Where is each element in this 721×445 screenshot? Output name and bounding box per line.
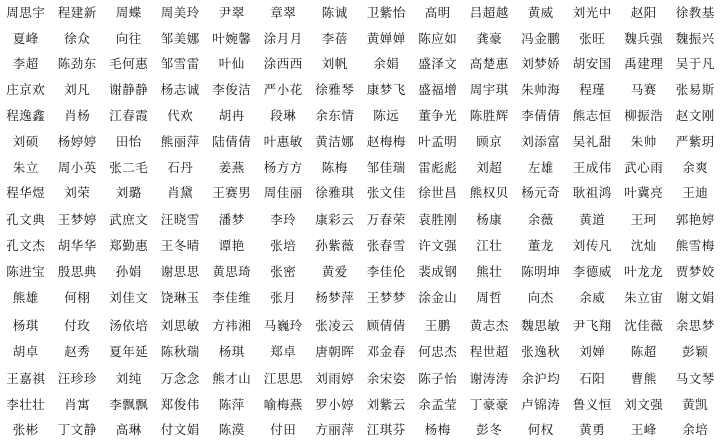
- name-cell: 盛福增: [418, 82, 458, 97]
- name-cell: 陈超: [630, 344, 657, 359]
- roster-row: [0, 260, 721, 284]
- roster-row: [0, 367, 721, 391]
- name-cell: 余沪均: [521, 371, 561, 386]
- name-cell: 江壮: [476, 238, 503, 253]
- name-cell: 李飘飘: [109, 397, 149, 412]
- name-cell: 谢涛涛: [469, 371, 509, 386]
- name-cell: 李玲: [270, 212, 297, 227]
- name-cell: 吴于凡: [675, 56, 715, 71]
- roster-row: [0, 340, 721, 364]
- name-cell: 刘光中: [572, 5, 612, 20]
- name-cell: 陈诚: [321, 5, 348, 20]
- name-cell: 熊权贝: [469, 185, 509, 200]
- name-cell: 汪晓雪: [160, 212, 200, 227]
- name-cell: 肖杨: [64, 108, 91, 123]
- name-cell: 吕超越: [469, 5, 509, 20]
- name-cell: 龚豪: [476, 31, 503, 46]
- name-cell: 董龙: [527, 238, 554, 253]
- name-cell: 徐世昌: [418, 185, 458, 200]
- roster-row: [0, 1, 721, 25]
- name-cell: 康彩云: [315, 212, 355, 227]
- name-cell: 雷彪彪: [418, 160, 458, 175]
- name-cell: 谢思思: [160, 264, 200, 279]
- name-cell: 余宋姿: [366, 371, 406, 386]
- name-cell: 赵文刚: [675, 108, 715, 123]
- name-cell: 张春雪: [366, 238, 406, 253]
- name-cell: 彭颖: [682, 344, 709, 359]
- name-cell: 杨婷婷: [57, 134, 97, 149]
- roster-row: [0, 314, 721, 338]
- name-cell: 刘紫云: [366, 397, 406, 412]
- name-cell: 张密: [270, 264, 297, 279]
- name-cell: 徐雅琪: [315, 185, 355, 200]
- name-cell: 万春荣: [366, 212, 406, 227]
- name-cell: 潘梦: [218, 212, 245, 227]
- name-cell: 何权: [527, 422, 554, 437]
- name-cell: 陈进宝: [6, 264, 46, 279]
- name-cell: 卫紫怡: [366, 5, 406, 20]
- name-cell: 李德威: [572, 264, 612, 279]
- name-cell: 程世超: [469, 344, 509, 359]
- name-cell: 陈劲东: [57, 56, 97, 71]
- name-cell: 黄勇: [579, 422, 606, 437]
- name-cell: 余威: [579, 290, 606, 305]
- name-cell: 毛何惠: [109, 56, 149, 71]
- name-cell: 程建新: [57, 5, 97, 20]
- name-cell: 胡安国: [572, 56, 612, 71]
- name-cell: 江琪芬: [366, 422, 406, 437]
- name-cell: 黄思琦: [212, 264, 252, 279]
- name-cell: 胡卓: [12, 344, 39, 359]
- roster-row: [0, 393, 721, 417]
- name-cell: 魏振兴: [675, 31, 715, 46]
- name-cell: 段琳: [270, 108, 297, 123]
- name-cell: 王梦梦: [366, 290, 406, 305]
- name-cell: 左雄: [527, 160, 554, 175]
- name-cell: 张逸秋: [521, 344, 561, 359]
- name-cell: 杨康: [476, 212, 503, 227]
- name-cell: 李蓓: [321, 31, 348, 46]
- name-cell: 余爽: [682, 160, 709, 175]
- name-cell: 熊志恒: [572, 108, 612, 123]
- name-cell: 余娟: [373, 56, 400, 71]
- name-cell: 陈胜辉: [469, 108, 509, 123]
- name-cell: 何忠杰: [418, 344, 458, 359]
- name-cell: 丁文静: [57, 422, 97, 437]
- name-cell: 唐朝晖: [315, 344, 355, 359]
- name-cell: 杨梅: [424, 422, 451, 437]
- name-cell: 程逸鑫: [6, 108, 46, 123]
- name-cell: 叶孟明: [418, 134, 458, 149]
- name-cell: 邹雪雷: [160, 56, 200, 71]
- name-cell: 叶冀亮: [624, 185, 664, 200]
- name-cell: 吴礼甜: [572, 134, 612, 149]
- roster-row: [0, 52, 721, 76]
- name-cell: 黄凯: [682, 397, 709, 412]
- name-cell: 王冬晴: [160, 238, 200, 253]
- name-cell: 顾倩倩: [366, 318, 406, 333]
- name-cell: 沈佳薇: [624, 318, 664, 333]
- name-cell: 万念念: [160, 371, 200, 386]
- name-cell: 王赛男: [212, 185, 252, 200]
- name-cell: 熊才山: [212, 371, 252, 386]
- name-cell: 刘帆: [321, 56, 348, 71]
- name-cell: 丁豪豪: [469, 397, 509, 412]
- name-cell: 刘文强: [624, 397, 664, 412]
- name-cell: 盛泽文: [418, 56, 458, 71]
- name-cell: 严紫玥: [675, 134, 715, 149]
- name-cell: 徐众: [64, 31, 91, 46]
- name-cell: 刘硕: [12, 134, 39, 149]
- name-cell: 马巍玲: [263, 318, 303, 333]
- roster-row: [0, 181, 721, 205]
- name-cell: 刘思敏: [160, 318, 200, 333]
- name-cell: 叶龙龙: [624, 264, 664, 279]
- name-cell: 肖黛: [167, 185, 194, 200]
- name-cell: 涂月月: [263, 31, 303, 46]
- name-cell: 徐雅琴: [315, 82, 355, 97]
- name-cell: 高琳: [115, 422, 142, 437]
- name-cell: 魏兵强: [624, 31, 664, 46]
- name-cell: 张凌云: [315, 318, 355, 333]
- name-cell: 尹翠: [218, 5, 245, 20]
- name-cell: 刘梦娇: [521, 56, 561, 71]
- name-cell: 涂金山: [418, 290, 458, 305]
- name-cell: 胡冉: [218, 108, 245, 123]
- name-cell: 饶琳玉: [160, 290, 200, 305]
- name-cell: 周小英: [57, 160, 97, 175]
- name-cell: 陈秋瑞: [160, 344, 200, 359]
- name-cell: 马文琴: [675, 371, 715, 386]
- roster-row: [0, 208, 721, 232]
- name-cell: 熊雪梅: [675, 238, 715, 253]
- name-cell: 朱立: [12, 160, 39, 175]
- name-cell: 邹美娜: [160, 31, 200, 46]
- name-cell: 黄洁娜: [315, 134, 355, 149]
- name-cell: 杨琪: [218, 344, 245, 359]
- name-cell: 鲁义恒: [572, 397, 612, 412]
- name-cell: 王迪: [682, 185, 709, 200]
- roster-row: [0, 418, 721, 442]
- name-cell: 彭冬: [476, 422, 503, 437]
- name-cell: 方祎湘: [212, 318, 252, 333]
- name-cell: 袁胜刚: [418, 212, 458, 227]
- name-cell: 李佳维: [212, 290, 252, 305]
- name-cell: 熊雄: [12, 290, 39, 305]
- name-cell: 郑勤惠: [109, 238, 149, 253]
- name-cell: 叶婉馨: [212, 31, 252, 46]
- name-cell: 高楚惠: [469, 56, 509, 71]
- name-cell: 黄志杰: [469, 318, 509, 333]
- name-cell: 石丹: [167, 160, 194, 175]
- name-cell: 喻梅燕: [263, 397, 303, 412]
- name-cell: 江春霞: [109, 108, 149, 123]
- name-cell: 陆倩倩: [212, 134, 252, 149]
- name-cell: 陈漠: [218, 422, 245, 437]
- name-cell: 杨方方: [263, 160, 303, 175]
- name-cell: 熊壮: [476, 264, 503, 279]
- name-cell: 刘璐: [115, 185, 142, 200]
- name-cell: 朱帅海: [521, 82, 561, 97]
- name-cell: 王珂: [630, 212, 657, 227]
- name-cell: 周蝶: [115, 5, 142, 20]
- roster-row: [0, 234, 721, 258]
- name-cell: 黄威: [527, 5, 554, 20]
- name-cell: 朱立宙: [624, 290, 664, 305]
- roster-row: [0, 104, 721, 128]
- name-cell: 黄爱: [321, 264, 348, 279]
- name-cell: 赵秀: [64, 344, 91, 359]
- name-cell: 孙娟: [115, 264, 142, 279]
- name-cell: 马赛: [630, 82, 657, 97]
- name-cell: 罗小婷: [315, 397, 355, 412]
- name-cell: 郑卓: [270, 344, 297, 359]
- name-cell: 代欢: [167, 108, 194, 123]
- name-cell: 徐教基: [675, 5, 715, 20]
- roster-row: [0, 286, 721, 310]
- name-cell: 方丽萍: [315, 422, 355, 437]
- name-cell: 孔文典: [6, 212, 46, 227]
- name-cell: 余孟莹: [418, 397, 458, 412]
- name-cell: 顾京: [476, 134, 503, 149]
- name-cell: 尹飞翔: [572, 318, 612, 333]
- name-cell: 李俊洁: [212, 82, 252, 97]
- name-cell: 武心雨: [624, 160, 664, 175]
- name-cell: 肖寓: [64, 397, 91, 412]
- name-cell: 田怡: [115, 134, 142, 149]
- name-cell: 陈远: [373, 108, 400, 123]
- name-cell: 石阳: [579, 371, 606, 386]
- name-cell: 周美玲: [160, 5, 200, 20]
- name-cell: 孔文杰: [6, 238, 46, 253]
- name-cell: 汤依培: [109, 318, 149, 333]
- name-cell: 刘超: [476, 160, 503, 175]
- name-cell: 王梦婷: [57, 212, 97, 227]
- name-cell: 付田: [270, 422, 297, 437]
- name-cell: 杨梦萍: [315, 290, 355, 305]
- name-cell: 康梦飞: [366, 82, 406, 97]
- name-cell: 张彬: [12, 422, 39, 437]
- name-cell: 叶仙: [218, 56, 245, 71]
- name-cell: 严小花: [263, 82, 303, 97]
- name-cell: 李佳伦: [366, 264, 406, 279]
- name-cell: 刘佳文: [109, 290, 149, 305]
- name-cell: 冯金鹏: [521, 31, 561, 46]
- name-cell: 高明: [424, 5, 451, 20]
- name-cell: 熊丽萍: [160, 134, 200, 149]
- name-cell: 谭艳: [218, 238, 245, 253]
- name-cell: 李壮壮: [6, 397, 46, 412]
- name-cell: 王鹏: [424, 318, 451, 333]
- name-cell: 裴成钢: [418, 264, 458, 279]
- name-cell: 周哲: [476, 290, 503, 305]
- name-cell: 刘荣: [64, 185, 91, 200]
- name-cell: 朱帅: [630, 134, 657, 149]
- name-cell: 孙紫薇: [315, 238, 355, 253]
- name-cell: 邹佳瑞: [366, 160, 406, 175]
- name-cell: 章翠: [270, 5, 297, 20]
- name-cell: 李超: [12, 56, 39, 71]
- name-cell: 李倩倩: [521, 108, 561, 123]
- name-cell: 陈应如: [418, 31, 458, 46]
- name-cell: 谢静静: [109, 82, 149, 97]
- name-cell: 叶惠敏: [263, 134, 303, 149]
- name-cell: 王峰: [630, 422, 657, 437]
- roster-row: [0, 27, 721, 51]
- name-cell: 余薇: [527, 212, 554, 227]
- name-cell: 胡华华: [57, 238, 97, 253]
- name-cell: 程华煜: [6, 185, 46, 200]
- name-cell: 卢锦涛: [521, 397, 561, 412]
- name-cell: 曹熊: [630, 371, 657, 386]
- name-cell: 江思思: [263, 371, 303, 386]
- name-cell: 沈灿: [630, 238, 657, 253]
- name-cell: 黄道: [579, 212, 606, 227]
- name-cell: 刘纯: [115, 371, 142, 386]
- name-cell: 周思宇: [6, 5, 46, 20]
- name-cell: 殷思典: [57, 264, 97, 279]
- name-cell: 涂西西: [263, 56, 303, 71]
- name-cell: 许文强: [418, 238, 458, 253]
- name-cell: 夏年延: [109, 344, 149, 359]
- name-cell: 赵梅梅: [366, 134, 406, 149]
- name-cell: 邓金春: [366, 344, 406, 359]
- name-cell: 董争光: [418, 108, 458, 123]
- name-cell: 武庶文: [109, 212, 149, 227]
- name-cell: 黄婵婵: [366, 31, 406, 46]
- name-cell: 夏峰: [12, 31, 39, 46]
- name-cell: 庄京欢: [6, 82, 46, 97]
- name-cell: 杨琪: [12, 318, 39, 333]
- name-cell: 张月: [270, 290, 297, 305]
- name-cell: 魏思敏: [521, 318, 561, 333]
- name-cell: 张培: [270, 238, 297, 253]
- name-cell: 陈子怡: [418, 371, 458, 386]
- name-cell: 柳振浩: [624, 108, 664, 123]
- name-cell: 张二毛: [109, 160, 149, 175]
- name-cell: 刘婵: [579, 344, 606, 359]
- name-cell: 陈明坤: [521, 264, 561, 279]
- name-cell: 赵阳: [630, 5, 657, 20]
- name-cell: 向往: [115, 31, 142, 46]
- name-cell: 余培: [682, 422, 709, 437]
- name-cell: 王嘉祺: [6, 371, 46, 386]
- name-cell: 陈萍: [218, 397, 245, 412]
- name-cell: 郭艳婷: [675, 212, 715, 227]
- name-cell: 刘添富: [521, 134, 561, 149]
- name-cell: 汪珍珍: [57, 371, 97, 386]
- name-cell: 付文娟: [160, 422, 200, 437]
- name-cell: 杨元奇: [521, 185, 561, 200]
- name-cell: 余东情: [315, 108, 355, 123]
- name-cell: 谢文娟: [675, 290, 715, 305]
- roster-row: [0, 130, 721, 154]
- name-cell: 张易斯: [675, 82, 715, 97]
- name-cell: 王成伟: [572, 160, 612, 175]
- name-cell: 张文佳: [366, 185, 406, 200]
- name-cell: 周佳丽: [263, 185, 303, 200]
- name-cell: 刘凡: [64, 82, 91, 97]
- name-cell: 余思梦: [675, 318, 715, 333]
- name-cell: 向杰: [527, 290, 554, 305]
- name-cell: 耿祖鸿: [572, 185, 612, 200]
- name-cell: 付玫: [64, 318, 91, 333]
- name-cell: 张旺: [579, 31, 606, 46]
- name-cell: 贾梦姣: [675, 264, 715, 279]
- roster-row: [0, 156, 721, 180]
- name-cell: 周宇琪: [469, 82, 509, 97]
- name-cell: 刘传凡: [572, 238, 612, 253]
- name-cell: 郑俊伟: [160, 397, 200, 412]
- roster-row: [0, 78, 721, 102]
- name-cell: 程瑾: [579, 82, 606, 97]
- name-cell: 禹建理: [624, 56, 664, 71]
- name-cell: 何栩: [64, 290, 91, 305]
- name-cell: 杨志诚: [160, 82, 200, 97]
- name-cell: 姜燕: [218, 160, 245, 175]
- name-cell: 刘雨婷: [315, 371, 355, 386]
- name-cell: 陈梅: [321, 160, 348, 175]
